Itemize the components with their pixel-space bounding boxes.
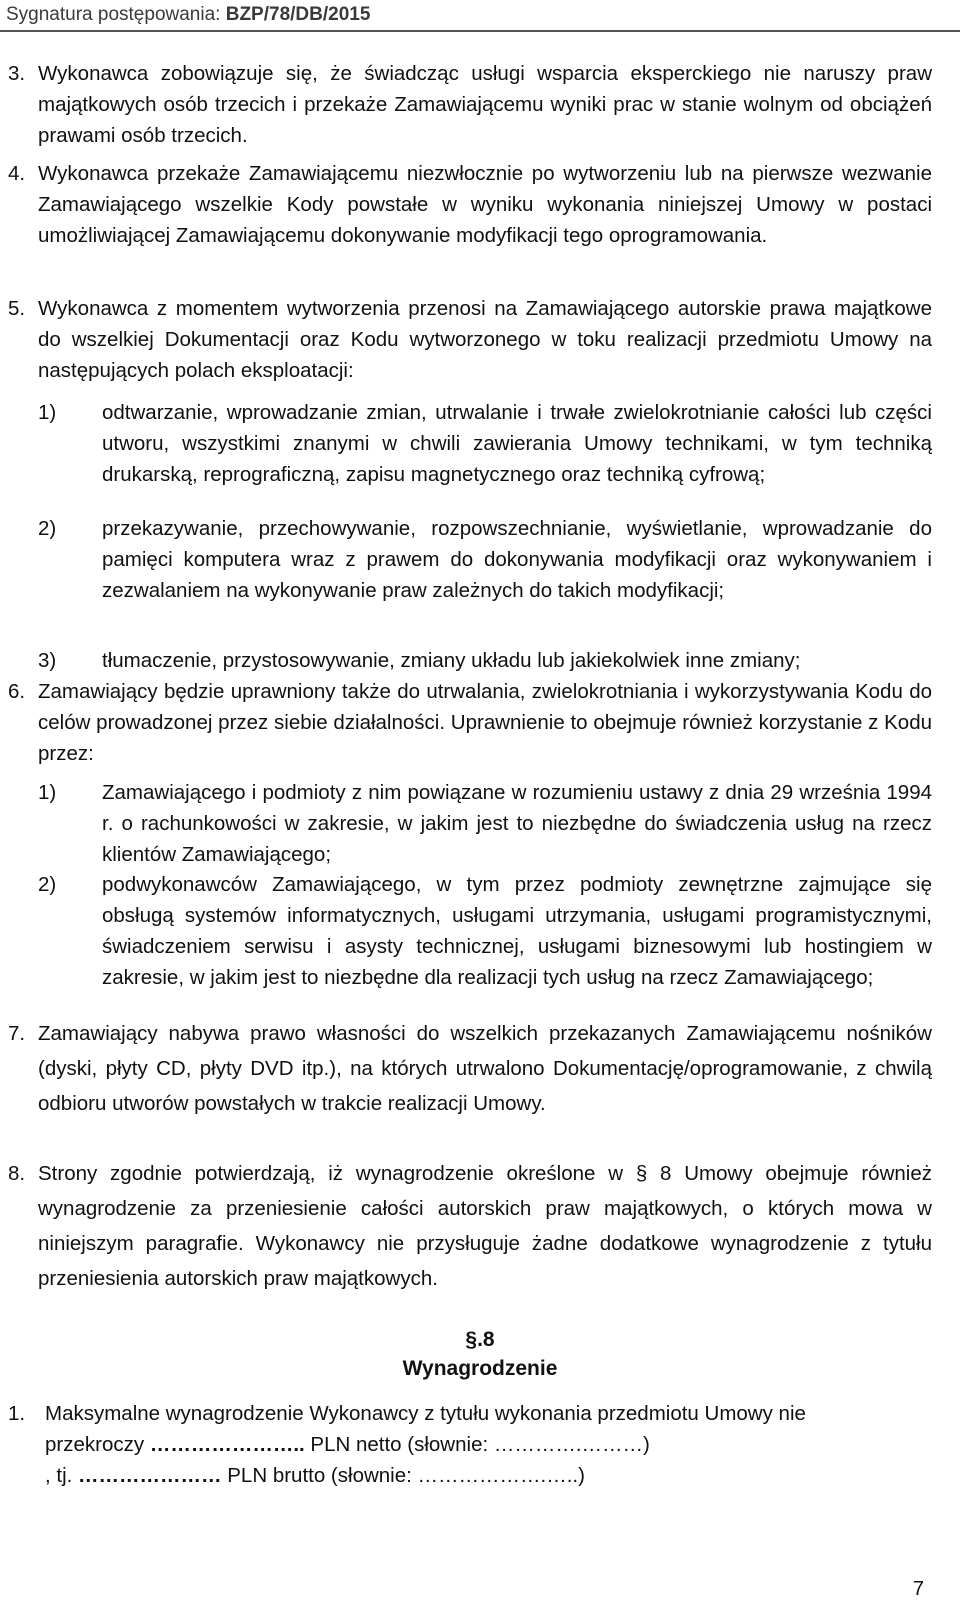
list-item-number: 1) <box>38 401 57 424</box>
clause-5-item-2: przekazywanie, przechowywanie, rozpowszechnianie, wyświetlanie, wprowadzanie do pamięci komputera wraz z prawem do dokonywania modyfikacji oraz wykonywaniem i zezwalaniem na wykonywanie praw zależnych do takich modyfikacji; <box>102 517 932 602</box>
net-amount-placeholder: ………………….. <box>149 1433 305 1456</box>
clause-number: 4. <box>8 162 26 185</box>
case-signature <box>6 4 370 26</box>
pay-line-3 <box>45 1460 585 1491</box>
clause-number: 8. <box>8 1162 26 1185</box>
pay-line-3-lead: , tj. <box>45 1464 79 1487</box>
clause-5-item-3: tłumaczenie, przystosowywanie, zmiany układu lub jakiekolwiek inne zmiany; <box>102 649 801 672</box>
list-item-number: 1) <box>38 781 57 804</box>
clause-3-text: Wykonawca zobowiązuje się, że świadcząc usługi wsparcia eksperckiego nie naruszy praw majątkowych osób trzecich i przekaże Zamawiającemu wyniki prac w stanie wolnym od obciążeń prawami osób trzecich. <box>38 62 932 147</box>
list-item-number: 2) <box>38 517 57 540</box>
list-item-number: 2) <box>38 873 57 896</box>
gross-amount-placeholder: ………………… <box>78 1464 222 1487</box>
clause-4-text: Wykonawca przekaże Zamawiającemu niezwłocznie po wytworzeniu lub na pierwsze wezwanie Zamawiającego wszelkie Kody powstałe w wyniku wykonania niniejszej Umowy w postaci umożliwiającej Zamawiającemu dokonywanie modyfikacji tego oprogramowania. <box>38 162 932 247</box>
clause-5-text: Wykonawca z momentem wytworzenia przenosi na Zamawiającego autorskie prawa majątkowe do wszelkiej Dokumentacji oraz Kodu wytworzonego w toku realizacji przedmiotu Umowy na następujących polach eksploatacji: <box>38 297 932 382</box>
pay-line-1: Maksymalne wynagrodzenie Wykonawcy z tytułu wykonania przedmiotu Umowy nie <box>45 1402 806 1425</box>
clause-5-item-1: odtwarzanie, wprowadzanie zmian, utrwalanie i trwałe zwielokrotnianie całości lub części utworu, wszystkimi znanymi w chwili zawierania Umowy technikami, w tym techniką drukarską, reprograficzną, zapisu magnetycznego oraz techniką cyfrową; <box>102 401 932 486</box>
pay-line-2-lead: przekroczy <box>45 1433 150 1456</box>
section-title: Wynagrodzenie <box>402 1357 558 1380</box>
clause-6-item-1: Zamawiającego i podmioty z nim powiązane w rozumieniu ustawy z dnia 29 września 1994 r. o rachunkowości w zakresie, w jakim jest to niezbędne do świadczenia usług na rzecz klientów Zamawiającego; <box>102 781 932 866</box>
clause-7-text: Zamawiający nabywa prawo własności do wszelkich przekazanych Zamawiającemu nośników (dyski, płyty CD, płyty DVD itp.), na których utrwalono Dokumentację/oprogramowanie, z chwilą odbioru utworów powstałych w trakcie realizacji Umowy. <box>38 1022 932 1115</box>
section-number: §.8 <box>465 1328 495 1351</box>
clause-8-text: Strony zgodnie potwierdzają, iż wynagrodzenie określone w § 8 Umowy obejmuje również wynagrodzenie za przeniesienie całości autorskich praw majątkowych, o których mowa w niniejszym paragrafie. Wykonawcy nie przysługuje żadne dodatkowe wynagrodzenie z tytułu przeniesienia autorskich praw majątkowych. <box>38 1162 932 1290</box>
pay-line-2-tail: PLN netto (słownie: ………….………) <box>304 1433 650 1456</box>
case-signature-value: BZP/78/DB/2015 <box>225 4 371 25</box>
clause-number: 6. <box>8 680 26 703</box>
clause-number: 3. <box>8 62 26 85</box>
clause-number: 5. <box>8 297 26 320</box>
clause-number: 1. <box>8 1402 26 1425</box>
pay-line-2 <box>45 1429 650 1460</box>
case-signature-label: Sygnatura postępowania: <box>6 4 221 25</box>
header-rule <box>0 30 960 32</box>
clause-number: 7. <box>8 1022 26 1045</box>
list-item-number: 3) <box>38 649 57 672</box>
clause-6-text: Zamawiający będzie uprawniony także do utrwalania, zwielokrotniania i wykorzystywania Kodu do celów prowadzonej przez siebie działalności. Uprawnienie to obejmuje również korzystanie z Kodu przez: <box>38 680 932 765</box>
clause-6-item-2: podwykonawców Zamawiającego, w tym przez podmioty zewnętrzne zajmujące się obsługą systemów informatycznych, usługami utrzymania, usługami programistycznymi, świadczeniem serwisu i asysty technicznej, usługami biznesowymi lub hostingiem w zakresie, w jakim jest to niezbędne dla realizacji tych usług na rzecz Zamawiającego; <box>102 873 932 989</box>
page-number: 7 <box>912 1578 924 1600</box>
pay-line-3-tail: PLN brutto (słownie: ……………….…..) <box>221 1464 585 1487</box>
